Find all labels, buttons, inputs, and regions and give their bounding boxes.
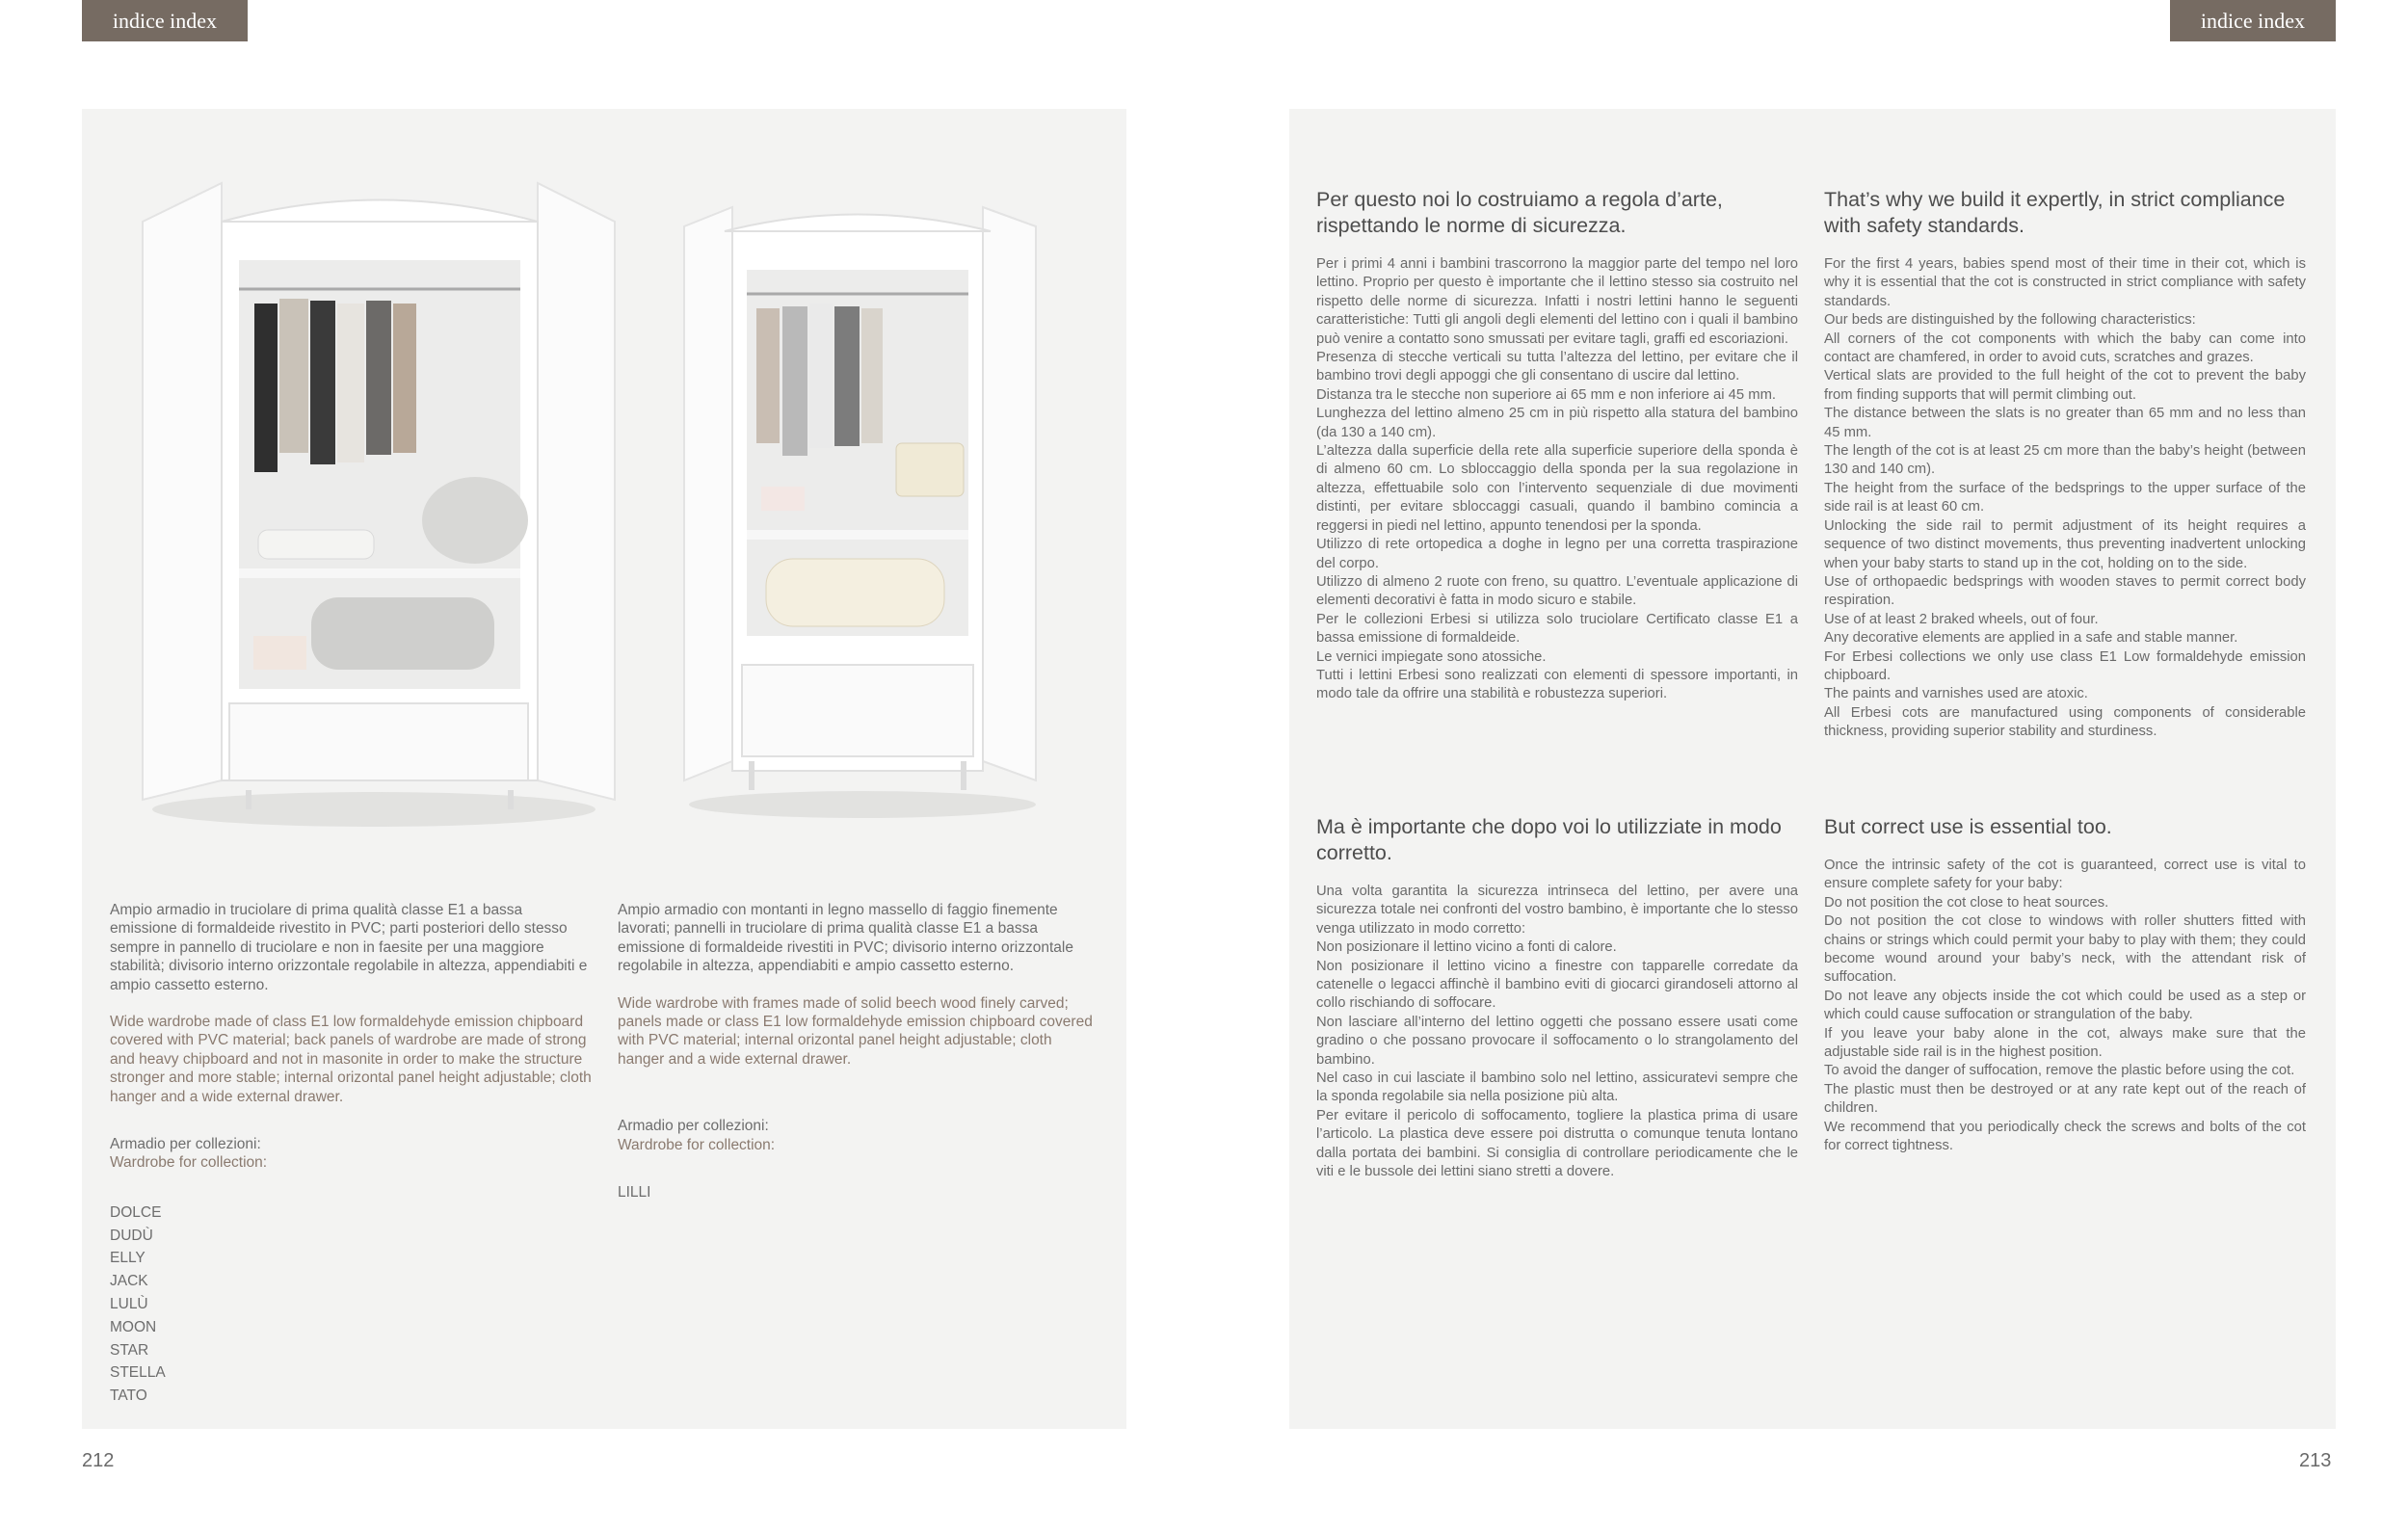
product-2-collection-list — [618, 1181, 1099, 1204]
index-tab-left[interactable]: indice index — [82, 0, 248, 41]
use-title-en: But correct use is essential too. — [1824, 815, 2112, 838]
product-2-collection-label-en: Wardrobe for collection: — [618, 1136, 776, 1153]
wardrobe-photo-2 — [665, 164, 1060, 843]
safety-section-it — [1316, 187, 1798, 704]
product-2-collection-label-it: Armadio per collezioni: — [618, 1118, 769, 1135]
use-body-en: Once the intrinsic safety of the cot is guaranteed, correct use is vital to ensure complete safety for your baby: Do not position the cot close to heat sources. Do not position the cot close to windows with roller shutters fitted with chains or strings which could permit your baby to play with them; they could become wound around your baby’s neck, with the attendant risk of suffocation. Do not leave any objects inside the cot which could be used as a step or which could cause suffocation or strangulation of the baby. If you leave your baby alone in the cot, always make sure that the adjustable side rail is in the highest position. To avoid the danger of suffocation, remove the plastic before using the cot. The plastic must then be destroyed or at any rate kept out of the reach of children. We recommend that you periodically check the screws and bolts of the cot for correct tightness. — [1824, 858, 2306, 1154]
product-1-collection-list — [110, 1202, 592, 1408]
product-1-desc-en: Wide wardrobe made of class E1 low formaldehyde emission chipboard covered with PVC material; back panels of wardrobe are made of strong and heavy chipboard and not in masonite in order to make the structure stronger and more stable; internal orizontal panel height adjustable; cloth hanger and a wide external drawer. — [110, 1014, 592, 1105]
collection-item: LILLI — [618, 1184, 651, 1202]
use-body-it: Una volta garantita la sicurezza intrinseca del lettino, per avere una sicurezza totale nei confronti del vostro bambino, è importante che lo stesso venga utilizzato in modo corretto: Non posizionare il lettino vicino a fonti di calore. Non posizionare il lettino vicino a finestre con tapparelle corredate da catenelle o legacci affinchè il bambino eviti di giocarci girandoseli attorno al collo rischiando di soffocare. Non lasciare all’interno del lettino oggetti che possano essere usati come gradino o che possano provocare il soffocamento o lo strangolamento del bambino. Nel caso in cui lasciate il bambino solo nel lettino, assicuratevi sempre che la sponda regolabile sia nella posizione più alta. Per evitare il pericolo di soffocamento, togliere la plastica prima di usare l’articolo. La plastica deve essere poi distrutta o comunque tenuta lontano dalla portata dei bambini. Si consiglia di controllare periodicamente che le viti e le bussole dei lettini siano stretti a dovere. — [1316, 884, 1798, 1180]
product-1-collection-label-en: Wardrobe for collection: — [110, 1154, 268, 1172]
collection-item: JACK — [110, 1273, 148, 1290]
product-2-description — [618, 901, 1099, 1204]
product-2-desc-it: Ampio armadio con montanti in legno massello di faggio finemente lavorati; pannelli in truciolare di prima qualità classe E1 a bassa emissione di formaldeide rivestiti in PVC; divisorio interno orizzontale regolabile in altezza, appendiabiti e ampio cassetto esterno. — [618, 902, 1073, 975]
page-number-right: 213 — [2299, 1450, 2332, 1471]
product-2-desc-en: Wide wardrobe with frames made of solid beech wood finely carved; panels made or class E1 low formaldehyde emission chipboard covered with PVC material; internal orizontal panel height adjustable; cloth hanger and a wide external drawer. — [618, 994, 1093, 1068]
collection-item: TATO — [110, 1387, 147, 1405]
product-1-collection-label-it: Armadio per collezioni: — [110, 1136, 261, 1153]
safety-title-en: That’s why we build it expertly, in strict compliance with safety standards. — [1824, 188, 2286, 237]
product-1-description — [110, 901, 592, 1408]
wardrobe-photo-1 — [133, 164, 618, 843]
product-1-desc-it: Ampio armadio in truciolare di prima qualità classe E1 a bassa emissione di formaldeide rivestito in PVC; parti posteriori dello stesso sempre in pannello di truciolare e non in faesite per una maggiore stabilità; divisorio interno orizzontale regolabile in altezza, appendiabiti e ampio cassetto esterno. — [110, 902, 588, 993]
use-section-it — [1316, 814, 1798, 1182]
collection-item: DOLCE — [110, 1203, 162, 1221]
index-tab-right[interactable]: indice index — [2170, 0, 2336, 41]
safety-body-it: Per i primi 4 anni i bambini trascorrono la maggior parte del tempo nel loro lettino. Proprio per questo è importante che il lettino stesso sia costruito nel rispetto delle norme di sicurezza. Infatti i nostri lettini hanno le seguenti caratteristiche: Tutti gli angoli degli elementi del lettino con i quali il bambino può venire a contatto sono smussati per evitare tagli, graffi ed escoriazioni. Presenza di stecche verticali su tutta l’altezza del lettino, per evitare che il bambino trovi degli appoggi che gli consentano di uscire dal lettino. Distanza tra le stecche non superiore ai 65 mm e non inferiore ai 45 mm. Lunghezza del lettino almeno 25 cm in più rispetto alla statura del bambino (da 130 a 140 cm). L’altezza dalla superficie della rete alla superficie superiore della sponda è di almeno 60 cm. Lo sbloccaggio della sponda per la sua regolazione in altezza, effettuabile solo con l’intervento sequenziale di due movimenti distinti, per evitare sbloccaggi casuali, quando il bambino comincia a reggersi in piedi nel lettino, appunto tenendosi per la sponda. Utilizzo di rete ortopedica a doghe in legno per una corretta traspirazione del corpo. Utilizzo di almeno 2 ruote con freno, su quattro. L’eventuale applicazione di elementi decorativi è fatta in modo sicuro e stabile. Per le collezioni Erbesi si utilizza solo truciolare Certificato classe E1 a bassa emissione di formaldeide. Le vernici impiegate sono atossiche. Tutti i lettini Erbesi sono realizzati con elementi di spessore importanti, in modo tale da offrire una stabilità e robustezza superiori. — [1316, 256, 1798, 702]
collection-item: DUDÙ — [110, 1227, 153, 1244]
collection-item: LULÙ — [110, 1296, 148, 1313]
collection-item: ELLY — [110, 1250, 146, 1267]
use-title-it: Ma è importante che dopo voi lo utilizziate in modo corretto. — [1316, 815, 1782, 864]
safety-body-en: For the first 4 years, babies spend most of their time in their cot, which is why it is essential that the cot is constructed in strict compliance with safety standards. Our beds are distinguished by the following characteristics: All corners of the cot components with which the baby can come into contact are chamfered, in order to avoid cuts, scratches and grazes. Vertical slats are provided to the full height of the cot to prevent the baby from finding supports that will permit climbing out. The distance between the slats is no greater than 65 mm and no less than 45 mm. The length of the cot is at least 25 cm more than the baby’s height (between 130 and 140 cm). The height from the surface of the bedsprings to the upper surface of the side rail is at least 60 cm. Unlocking the side rail to permit adjustment of its height requires a sequence of two distinct movements, thus preventing inadvertent unlocking when your baby starts to stand up in the cot, holding on to the side. Use of orthopaedic bedsprings with wooden staves to permit correct body respiration. Use of at least 2 braked wheels, out of four. Any decorative elements are applied in a safe and stable manner. For Erbesi collections we only use class E1 Low formaldehyde emission chipboard. The paints and varnishes used are atoxic. All Erbesi cots are manufactured using components of considerable thickness, providing superior stability and sturdiness. — [1824, 256, 2306, 740]
page-number-left: 212 — [82, 1450, 115, 1471]
safety-title-it: Per questo noi lo costruiamo a regola d’arte, rispettando le norme di sicurezza. — [1316, 188, 1723, 237]
collection-item: STELLA — [110, 1364, 166, 1382]
use-section-en — [1824, 814, 2306, 1156]
safety-section-en — [1824, 187, 2306, 742]
collection-item: MOON — [110, 1318, 157, 1335]
collection-item: STAR — [110, 1341, 149, 1359]
